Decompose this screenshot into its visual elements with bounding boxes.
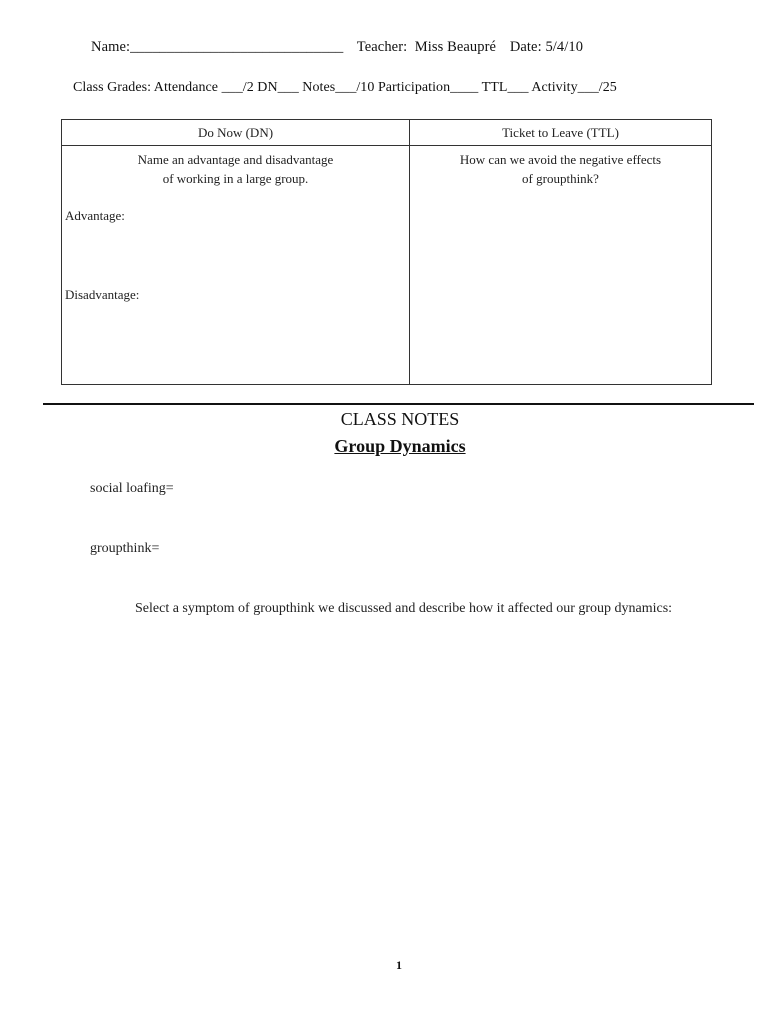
group-dynamics-subtitle: Group Dynamics (334, 436, 466, 456)
do-now-cell[interactable] (62, 146, 410, 385)
ticket-to-leave-cell[interactable] (410, 146, 712, 385)
do-now-header: Do Now (DN) (62, 120, 410, 146)
teacher-name: Miss Beaupré (414, 39, 497, 55)
header-line (91, 39, 583, 56)
ticket-to-leave-prompt (410, 146, 711, 188)
name-field-label: Name:_____________________________ (91, 39, 344, 55)
ticket-prompt-line2: of groupthink? (522, 171, 599, 186)
date-label: Date: (509, 39, 542, 55)
date-value: 5/4/10 (545, 39, 584, 55)
groupthink-question: Select a symptom of groupthink we discussed and describe how it affected our group dynamics: (135, 601, 673, 616)
advantage-label: Advantage: (65, 208, 125, 223)
do-now-prompt (62, 146, 409, 188)
do-now-prompt-line2: of working in a large group. (162, 171, 309, 186)
do-now-prompt-line1: Name an advantage and disadvantage (137, 152, 334, 167)
page-number: 1 (396, 958, 402, 972)
class-notes-title: CLASS NOTES (340, 409, 460, 429)
class-grades-line: Class Grades: Attendance ___/2 DN___ Notes___/10 Participation____ TTL___ Activity___/25 (73, 80, 617, 95)
do-now-ticket-table (61, 119, 712, 385)
social-loafing-term: social loafing= (90, 481, 174, 496)
section-divider (43, 403, 754, 405)
ticket-to-leave-header: Ticket to Leave (TTL) (410, 120, 712, 146)
disadvantage-label: Disadvantage: (65, 287, 140, 302)
teacher-label: Teacher: (356, 39, 408, 55)
ticket-prompt-line1: How can we avoid the negative effects (459, 152, 662, 167)
groupthink-term: groupthink= (90, 541, 160, 556)
